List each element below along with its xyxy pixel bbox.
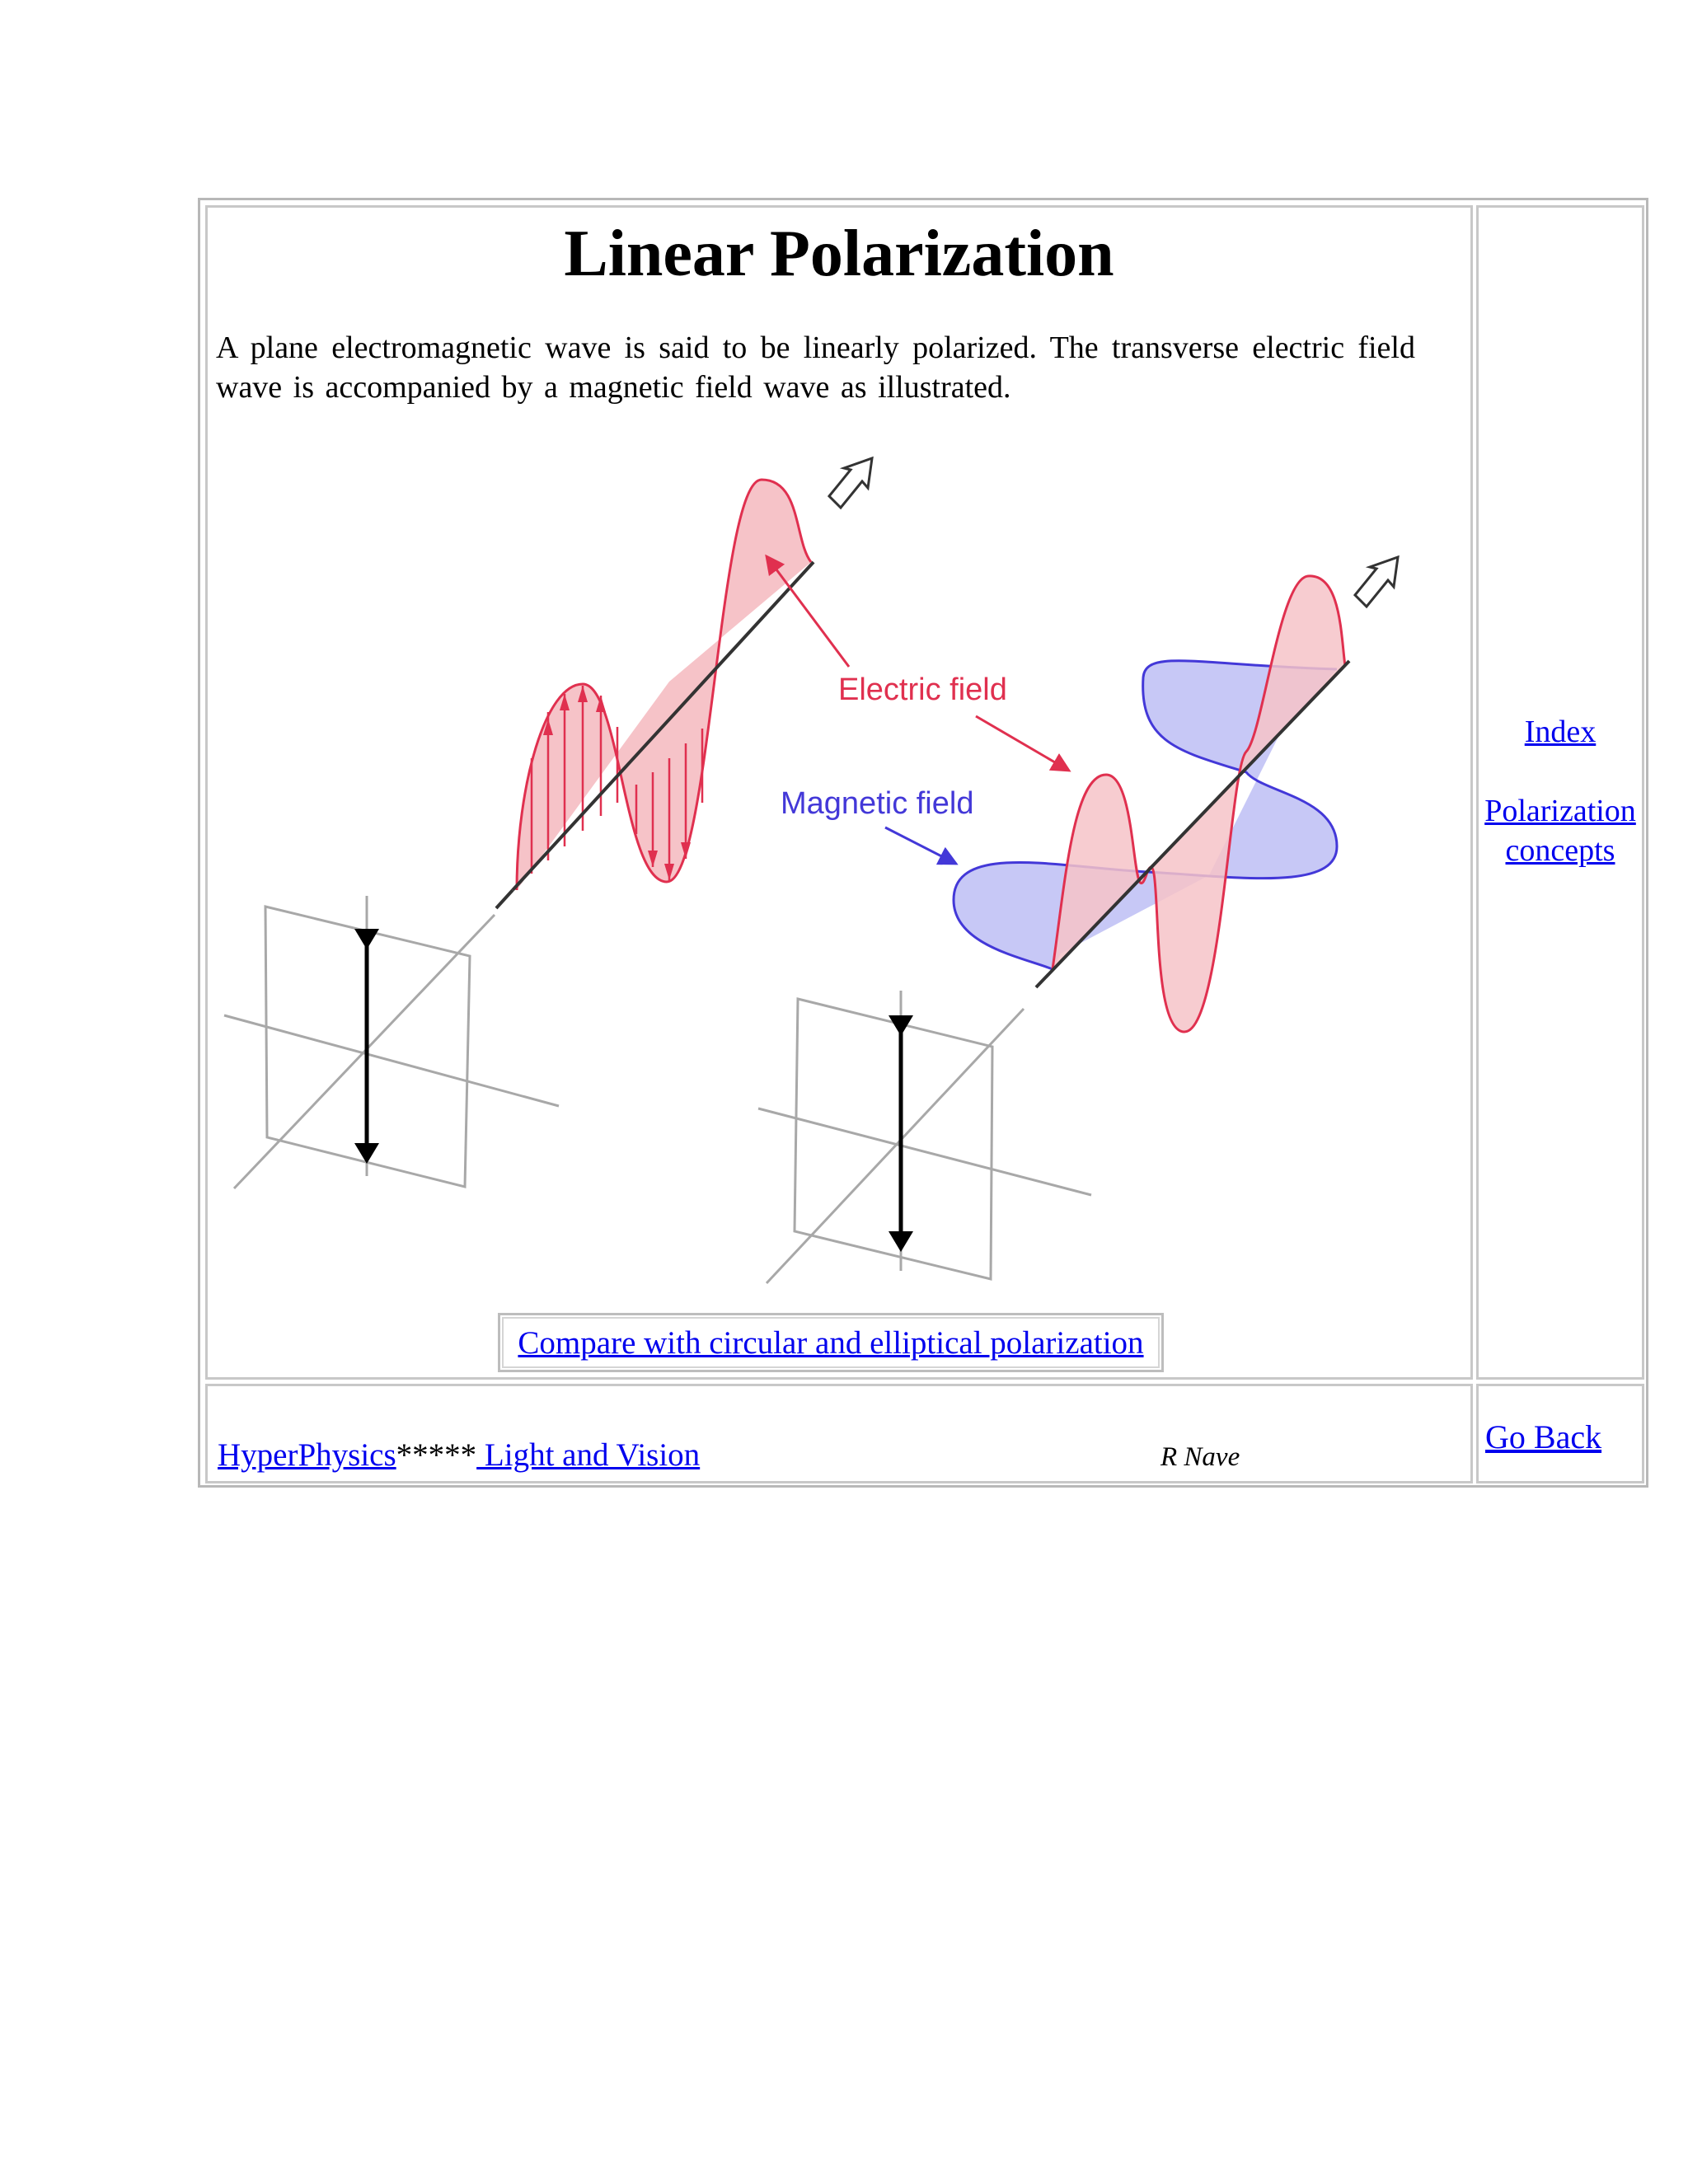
- electric-field-label: Electric field: [838, 673, 1007, 707]
- polarization-concepts-line1: Polarization: [1484, 794, 1636, 828]
- go-back-cell: [1476, 1384, 1644, 1483]
- right-electric-wave: [1036, 557, 1398, 1032]
- right-propagation-axis: [767, 1009, 1024, 1283]
- right-plane: [795, 999, 992, 1279]
- go-back-link[interactable]: Go Back: [1485, 1418, 1602, 1455]
- magnetic-field-label: Magnetic field: [781, 786, 974, 821]
- electric-pointer-left: [767, 556, 849, 667]
- polarization-concepts-line2: concepts: [1505, 833, 1615, 868]
- polarization-concepts-link[interactable]: [1484, 791, 1636, 870]
- left-propagation-arrow: [829, 458, 872, 508]
- electric-pointer-right: [976, 716, 1069, 771]
- hyperphysics-link[interactable]: HyperPhysics: [218, 1437, 396, 1473]
- sidebar-links: [1479, 712, 1642, 870]
- polarization-illustration: [208, 208, 1470, 1377]
- left-propagation-axis: [234, 915, 495, 1188]
- light-and-vision-link[interactable]: Light and Vision: [476, 1437, 701, 1473]
- compare-link-box: [498, 1313, 1164, 1372]
- footer-stars: *****: [396, 1437, 477, 1473]
- left-electric-wave: [496, 458, 872, 908]
- compare-circular-elliptical-link[interactable]: Compare with circular and elliptical polarization: [518, 1325, 1144, 1361]
- footer-cell: [205, 1384, 1473, 1483]
- intro-paragraph: A plane electromagnetic wave is said to be linearly polarized. The transverse electric field wave is accompanied by a magnetic field wave as illustrated.: [216, 330, 1415, 405]
- page-frame: [198, 198, 1648, 1488]
- footer-nav: [218, 1436, 700, 1475]
- left-frame: [224, 896, 559, 1188]
- author-credit: R Nave: [1160, 1442, 1240, 1472]
- sidebar-cell: [1476, 205, 1644, 1380]
- compare-link-frame: [502, 1317, 1160, 1368]
- main-content-cell: [205, 205, 1473, 1380]
- page-title: Linear Polarization: [564, 218, 1114, 290]
- magnetic-pointer: [885, 827, 956, 864]
- right-propagation-arrow: [1355, 557, 1398, 607]
- left-horizontal-axis: [224, 1015, 559, 1106]
- index-link[interactable]: Index: [1524, 715, 1597, 749]
- right-frame: [758, 991, 1091, 1283]
- right-horizontal-axis: [758, 1108, 1091, 1195]
